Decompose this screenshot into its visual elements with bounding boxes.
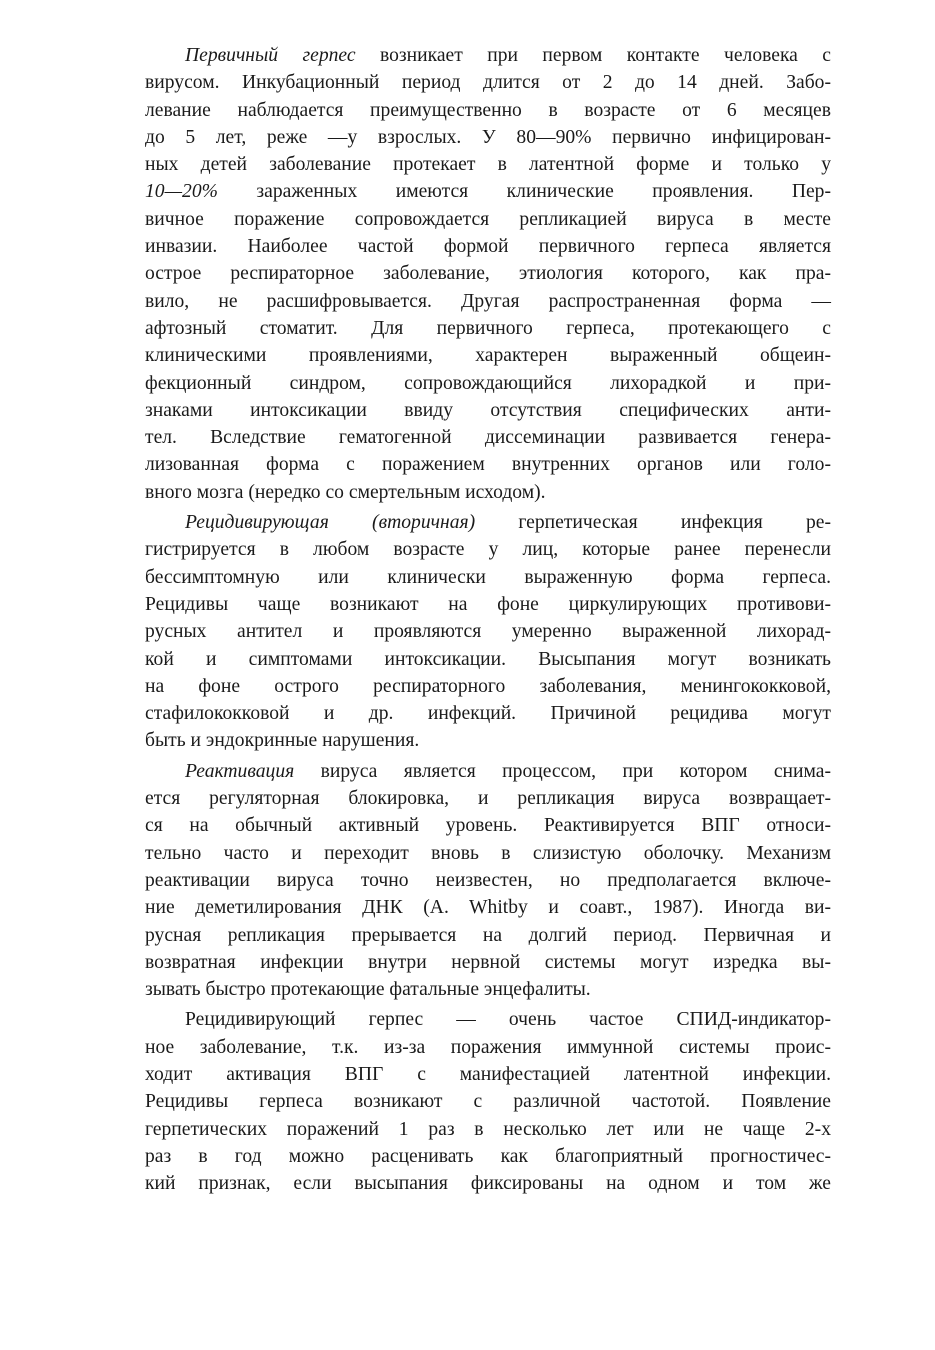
text-line [145,840,831,867]
text-segment: вируса является процессом, при котором снима- [294,760,831,782]
text-segment: ных детей заболевание протекает в латентной форме и только у [145,154,831,176]
text-line [145,69,831,96]
text-segment: до 5 лет, реже —у взрослых. У 80—90% первично инфицирован- [145,126,831,148]
text-line [145,260,831,287]
text-segment: стафилококковой и др. инфекций. Причиной рецидива могут [145,703,831,725]
text-line [145,591,831,618]
paragraph [145,1006,831,1197]
text-line [145,233,831,260]
italic-term: Первичный герпес [185,45,356,66]
text-line [145,785,831,812]
text-segment: возвратная инфекции внутри нервной системы могут изредка вы- [145,951,831,973]
text-line [145,424,831,451]
text-line [145,922,831,949]
text-segment: лизованная форма с поражением внутренних органов или голо- [145,454,831,476]
text-segment: афтозный стоматит. Для первичного герпеса, протекающего с [145,317,831,339]
text-line [145,700,831,727]
italic-term: Реактивация [185,760,295,782]
text-line [145,1034,831,1061]
text-line [145,97,831,124]
text-segment: кой и симптомами интоксикации. Высыпания могут возникать [145,648,831,670]
text-segment: вичное поражение сопровождается репликацией вируса в месте [145,208,831,230]
text-segment: герпетических поражений 1 раз в несколько лет или не чаще 2-х [145,1118,831,1140]
body-text [145,42,831,1197]
text-segment: ное заболевание, т.к. из-за поражения иммунной системы проис- [145,1036,831,1058]
text-line [145,397,831,424]
text-segment: русная репликация прерывается на долгий период. Первичная и [145,924,831,946]
text-segment: бессимптомную или клинически выраженную форма герпеса. [145,566,831,588]
text-line [145,509,831,536]
paragraph [145,509,831,755]
text-segment: ся на обычный активный уровень. Реактивируется ВПГ относи- [145,815,831,837]
text-line [145,124,831,151]
text-segment: вирусом. Инкубационный период длится от 2 до 14 дней. Забо- [145,72,831,94]
text-segment: тел. Вследствие гематогенной диссеминации развивается генера- [145,427,831,449]
text-segment: быть и эндокринные нарушения. [145,730,420,752]
text-line [145,812,831,839]
text-line [145,564,831,591]
text-line [145,894,831,921]
text-line [145,536,831,563]
paragraph [145,758,831,1004]
text-segment: зывать быстро протекающие фатальные энцефалиты. [145,979,591,1001]
text-segment: знаками интоксикации ввиду отсутствия специфических анти- [145,399,831,421]
italic-term: 10—20% [145,181,218,203]
text-segment: раз в год можно расценивать как благоприятный прогностичес- [145,1145,831,1167]
text-segment: тельно часто и переходит вновь в слизистую оболочку. Механизм [145,842,831,864]
text-segment: кий признак, если высыпания фиксированы на одном и том же [145,1173,831,1195]
text-segment: реактивации вируса точно неизвестен, но предполагается включе- [145,869,831,891]
text-line [145,867,831,894]
text-line [145,727,831,754]
text-line [145,1061,831,1088]
text-line [145,479,831,506]
text-segment: Рецидивы герпеса возникают с различной частотой. Появление [145,1091,831,1113]
text-line [145,976,831,1003]
italic-term: Рецидивирующая (вторичная) [185,512,476,534]
text-line [145,1116,831,1143]
paragraph [145,42,831,506]
text-line [145,370,831,397]
text-segment: ется регуляторная блокировка, и репликация вируса возвращает- [145,788,831,810]
text-line [145,758,831,785]
text-line [145,1170,831,1197]
text-segment: фекционный синдром, сопровождающийся лихорадкой и при- [145,372,831,394]
text-segment: левание наблюдается преимущественно в возрасте от 6 месяцев [145,99,831,121]
text-segment: герпетическая инфекция ре- [475,512,831,534]
text-line [145,451,831,478]
text-segment: клиническими проявлениями, характерен выраженный общеин- [145,345,831,367]
text-segment: Рецидивирующий герпес — очень частое СПИД-индикатор- [185,1009,831,1031]
text-segment: гистрируется в любом возрасте у лиц, которые ранее перенесли [145,539,831,561]
text-segment: русных антител и проявляются умеренно выраженной лихорад- [145,621,831,643]
text-segment: Рецидивы чаще возникают на фоне циркулирующих противови- [145,593,831,615]
text-line [145,151,831,178]
text-segment: ние деметилирования ДНК (A. Whitby и соавт., 1987). Иногда ви- [145,897,831,919]
text-segment: возникает при первом контакте человека с [355,45,831,66]
text-segment: острое респираторное заболевание, этиология которого, как пра- [145,263,831,285]
text-line [145,949,831,976]
text-segment: на фоне острого респираторного заболевания, менингококковой, [145,675,831,697]
text-line [145,342,831,369]
text-line [145,42,831,69]
text-line [145,673,831,700]
text-line [145,206,831,233]
text-line [145,1006,831,1033]
text-line [145,315,831,342]
text-line [145,288,831,315]
text-segment: вило, не расшифровывается. Другая распространенная форма — [145,290,831,312]
text-segment: вного мозга (нередко со смертельным исходом). [145,481,546,503]
text-line [145,618,831,645]
text-segment: инвазии. Наиболее частой формой первичного герпеса является [145,236,831,258]
text-line [145,646,831,673]
text-segment: зараженных имеются клинические проявления. Пер- [217,181,831,203]
text-segment: ходит активация ВПГ с манифестацией латентной инфекции. [145,1063,831,1085]
text-line [145,1088,831,1115]
text-line [145,178,831,205]
text-line [145,1143,831,1170]
